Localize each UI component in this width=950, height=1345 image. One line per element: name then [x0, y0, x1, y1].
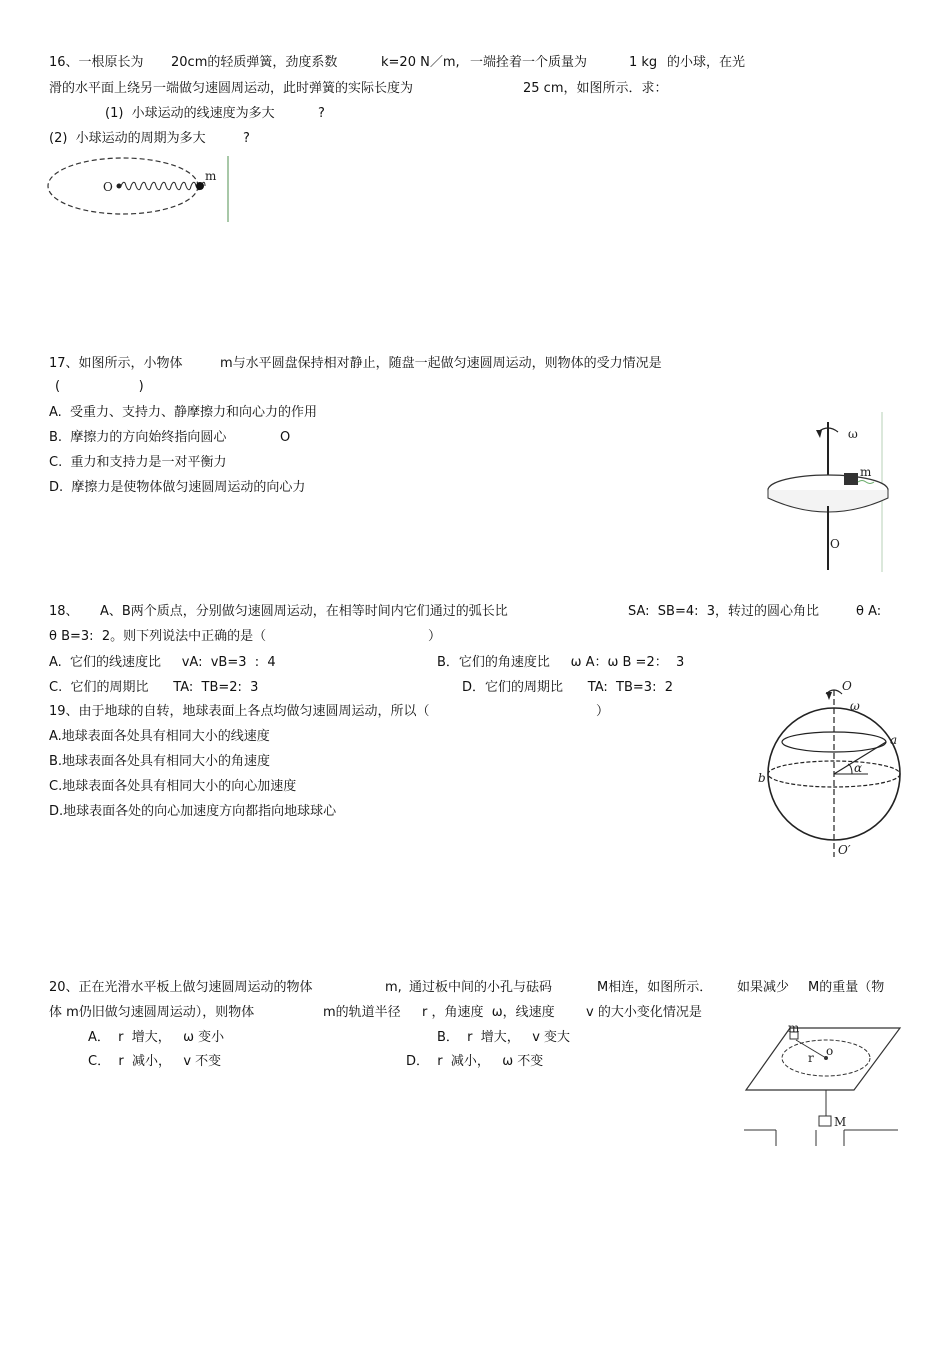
q17-stem-2: ( ) [55, 379, 144, 394]
q17-stem-1a: 17、如图所示，小物体 [49, 356, 183, 371]
q20-fig-label-o: o [826, 1044, 834, 1058]
q17-option-c: C. 重力和支持力是一对平衡力 [49, 455, 227, 470]
q19-stem: 19、由于地球的自转，地球表面上各点均做匀速圆周运动，所以（ [49, 704, 430, 719]
q17-turntable-figure [758, 412, 890, 574]
q16-stem-1b: 20cm的轻质弹簧，劲度系数 [171, 55, 338, 70]
q20-stem-2d: v 的大小变化情况是 [586, 1005, 702, 1020]
q19-fig-label-b: b [758, 771, 766, 785]
q20-stem-1a: 20、正在光滑水平板上做匀速圆周运动的物体 [49, 980, 313, 995]
q20-stem-1f: M的重量（物 [808, 980, 885, 995]
q20-fig-label-M: M [834, 1115, 847, 1129]
q16-stem-1e: 1 kg [629, 55, 658, 70]
q17-stem-1b: m与水平圆盘保持相对静止，随盘一起做匀速圆周运动，则物体的受力情况是 [220, 356, 662, 371]
q19-option-c: C.地球表面各处具有相同大小的向心加速度 [49, 779, 297, 794]
q19-fig-label-omega: ω [850, 699, 860, 713]
q18-stem-2a: θ B=3: 2。则下列说法中正确的是（ [49, 629, 267, 644]
q20-option-b: B． r 增大， v 变大 [437, 1030, 571, 1045]
q20-stem-1e: 如果减少 [737, 980, 790, 995]
q17-fig-label-m: m [860, 465, 872, 479]
q19-option-d: D.地球表面各处的向心加速度方向都指向地球球心 [49, 804, 337, 819]
q16-fig-label-o: O [103, 180, 113, 194]
q18-stem-1b: A、B两个质点，分别做匀速圆周运动，在相等时间内它们通过的弧长比 [100, 604, 508, 619]
q20-option-a: A． r 增大， ω 变小 [88, 1030, 225, 1045]
q20-stem-2b: m的轨道半径 [323, 1005, 401, 1020]
q20-stem-1d: M相连，如图所示． [597, 980, 713, 995]
q16-spring-figure [45, 154, 235, 226]
q16-stem-1c: k=20 N／m, [381, 55, 460, 70]
q17-option-b-o: O [280, 430, 291, 445]
q19-stem-end: ） [596, 704, 610, 719]
q19-earth-figure [756, 672, 906, 862]
q19-fig-label-o-top: O [842, 679, 852, 693]
q16-sub-question-1-mark: ? [318, 106, 325, 121]
q20-option-c: C． r 减小， v 不变 [88, 1054, 222, 1069]
q20-fig-label-r: r [808, 1051, 814, 1065]
q16-sub-question-2: (2) 小球运动的周期为多大 [49, 131, 206, 146]
q18-stem-1d: θ A: [856, 604, 882, 619]
q19-fig-label-alpha: α [854, 761, 863, 775]
q16-sub-question-1: (1) 小球运动的线速度为多大 [105, 106, 275, 121]
q16-stem-1d: 一端拴着一个质量为 [470, 55, 588, 70]
q18-stem-2b: ） [428, 629, 442, 644]
q18-stem-1c: SA: SB=4: 3，转过的圆心角比 [628, 604, 820, 619]
q18-option-b: B．它们的角速度比 ω A：ω B =2： 3 [437, 655, 685, 670]
q18-option-c: C. 它们的周期比 TA: TB=2: 3 [49, 680, 259, 695]
q16-fig-label-m: m [205, 169, 217, 183]
q16-stem-2a: 滑的水平面上绕另一端做匀速圆周运动，此时弹簧的实际长度为 [49, 81, 414, 96]
q19-option-b: B.地球表面各处具有相同大小的角速度 [49, 754, 271, 769]
q20-board-figure [742, 1021, 902, 1148]
q18-option-a: A. 它们的线速度比 vA: vB=3 : 4 [49, 655, 276, 670]
q18-option-d: D．它们的周期比 TA: TB=3: 2 [462, 680, 673, 695]
q19-fig-label-a: a [890, 733, 898, 747]
q16-stem-2b: 25 cm，如图所示．求： [523, 81, 668, 96]
q20-stem-1c: 通过板中间的小孔与砝码 [409, 980, 553, 995]
q16-stem-1f: 的小球，在光 [667, 55, 746, 70]
q20-option-d: D． r 减小， ω 不变 [406, 1054, 544, 1069]
q16-sub-question-2-mark: ? [243, 131, 250, 146]
q16-stem-1a: 16、一根原长为 [49, 55, 144, 70]
q20-stem-1b: m, [385, 980, 402, 995]
q17-option-b: B. 摩擦力的方向始终指向圆心 [49, 430, 227, 445]
q19-fig-label-o-bottom: O′ [838, 843, 851, 857]
q17-option-d: D. 摩擦力是使物体做匀速圆周运动的向心力 [49, 480, 306, 495]
q19-option-a: A.地球表面各处具有相同大小的线速度 [49, 729, 270, 744]
q20-stem-2a: 体 m仍旧做匀速圆周运动），则物体 [49, 1005, 255, 1020]
q17-fig-label-o: O [830, 537, 840, 551]
q17-option-a: A. 受重力、支持力、静摩擦力和向心力的作用 [49, 405, 318, 420]
q20-stem-2c: r ，角速度 ω，线速度 [422, 1005, 555, 1020]
q20-fig-label-m: m [788, 1021, 800, 1035]
q17-fig-label-omega: ω [848, 427, 858, 441]
q18-stem-1a: 18、 [49, 604, 79, 619]
